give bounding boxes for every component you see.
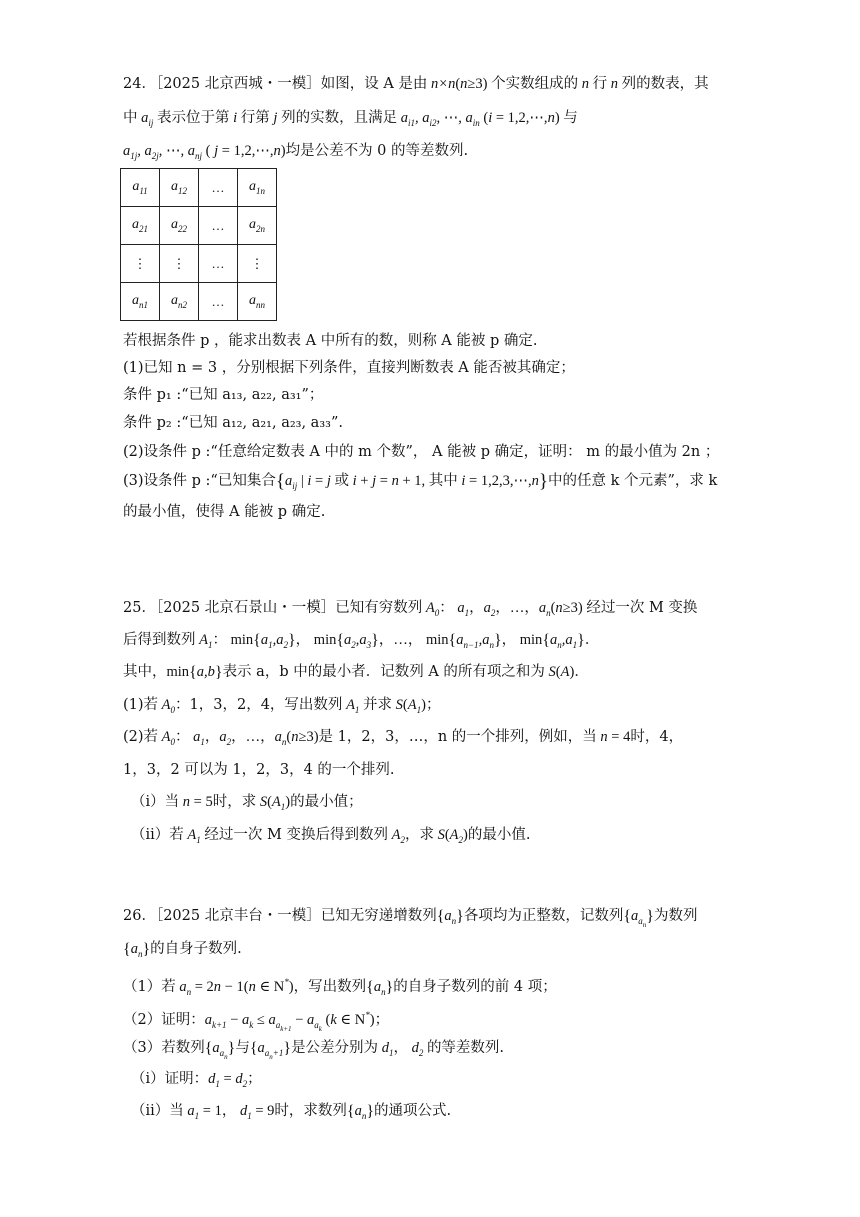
text: （3）若数列 [123,1040,205,1056]
p25-qii: （ii）若 $A_1$ 经过一次 M 变换后得到数列 $A_2$，求 $S(A_2)$的最小值. [131,827,531,845]
text: 的通项公式. [374,1103,452,1119]
p25-q1: (1)若 $A_0$：1，3，2，4，写出数列 $A_1$ 并求 $S(A_1)$； [123,697,441,715]
text: (2)若 [123,729,159,745]
text: 与 [235,1040,250,1056]
text: 经过一次 M 变换后得到数列 [204,827,388,843]
text: 并求 [363,697,393,713]
p25-q2: (2)若 $A_0$： $a_1$，$a_2$，…，$a_n(n\ge 3)$是 1，2，3，…，n 的一个排列，例如，当 n = 4时，4， [123,729,684,747]
text: (1)若 [123,697,159,713]
p24-q3-cont: 的最小值，使得 A 能被 p 确定. [123,504,326,520]
matrix-row [121,245,277,283]
p25-line2: 后得到数列 $A_1$： $\min\{a_1,a_2\}$， $\min\{a_2,a_3\}$，…， $\min\{a_{n-1},a_n\}$， $\min\{a_n,a_1\}$． [123,632,600,650]
text: 行 [592,76,608,92]
text: (3)设条件 p :“已知集合 [123,473,276,489]
p26-heading: 26．［2025 北京丰台・一模］已知无穷递增数列 [123,908,437,924]
text: ：1，3，2，4，写出数列 [175,697,343,713]
text: 后得到数列 [123,632,196,648]
cell: $a_{21}$ [121,207,160,245]
cell: $a_{2n}$ [238,207,277,245]
text: （2）证明： [123,1011,205,1028]
p24-heading: 24．［2025 北京西城・一模］如图，设 A 是由 [123,76,428,92]
cell: $a_{n1}$ [121,283,160,321]
p24-cond1: 条件 p₁ :“已知 a₁₃, a₂₂, a₃₁”； [123,387,324,403]
text: 列的实数，且满足 [281,110,398,126]
matrix-row [121,283,277,321]
cell: … [199,169,238,207]
p25-heading: 25．［2025 北京石景山・一模］已知有穷数列 [123,600,423,616]
text: 各项均为正整数，记数列 [463,908,624,924]
cell: $a_{nn}$ [238,283,277,321]
p26-qii: （ii）当 $a_1 = 1$， $d_1 = 9$时，求数列$\{a_n\}$的通项公式. [131,1103,452,1121]
p25-line1: 25．［2025 北京石景山・一模］已知有穷数列 $A_0$： $a_1$，$a_2$，…，$a_n(n\ge 3)$ 经过一次 M 变换 [123,600,698,618]
text: 是公差分别为 [291,1040,379,1056]
text: （i）证明： [131,1071,209,1087]
text: 个实数组成的 [491,76,579,92]
text: 是 1，2，3，…，n 的一个排列，例如，当 [318,729,597,745]
p24-line2: 中 $a_{ij}$ 表示位于第 i 行第 j 列的实数，且满足 $a_{i1}$, $a_{i2}$, ⋯, $a_{in}$ (i = 1,2,⋯,n) 与 [123,110,578,128]
p24-cond2: 条件 p₂ :“已知 a₁₂, a₂₁, a₂₃, a₃₃”. [123,415,343,431]
text: 经过一次 M 变换 [586,600,698,616]
cell: ⋮ [160,245,199,283]
matrix-row [121,207,277,245]
p26-q1: （1）若 $a_n = 2n - 1(n$ ∈ N*)，写出数列$\{a_n\}$的自身子数列的前 4 项； [123,977,557,997]
text: ，写出数列 [293,978,367,995]
text: 行第 [240,110,270,126]
cell: $a_{12}$ [160,169,199,207]
text: （1）若 [123,978,176,995]
text: 的自身子数列. [150,941,242,957]
text: 为数列 [653,908,698,924]
p24-line3: $a_{1j}$, $a_{2j}$, ⋯, $a_{nj}$ ( j = 1,2,⋯,n)均是公差不为 0 的等差数列. [123,143,469,161]
p26-q3: （3）若数列$\{a_{a_n}\}$与$\{a_{a_n+1}\}$是公差分别为 $d_1$， $d_2$ 的等差数列. [123,1040,505,1061]
text: 的最小值. [467,827,531,843]
p24-q1: (1)已知 n = 3 ，分别根据下列条件，直接判断数表 A 能否被其确定； [123,360,575,376]
text: 表示位于第 [157,110,230,126]
p25-qi: （i）当 n = 5时，求 $S(A_1)$的最小值； [131,794,363,812]
text: ，求 [404,827,434,843]
text: 的最小值； [290,794,363,810]
p24-line1: 24．［2025 北京西城・一模］如图，设 A 是由 n×n(n≥3) 个实数组成的 n 行 n 列的数表，其 [123,76,709,92]
cell: $a_{1n}$ [238,169,277,207]
text: （ii）当 [131,1103,184,1119]
p24-q3: (3)设条件 p :“已知集合{$a_{ij}$ | i = j 或 i + j = n + 1, 其中 i = 1,2,3,⋯,n}中的任意 k 个元素”，求 k [123,471,718,492]
text: （i）当 [131,794,180,810]
p24-def: 若根据条件 p ，能求出数表 A 中所有的数，则称 A 能被 p 确定. [123,333,538,349]
p26-q2: （2）证明：$a_{k+1} - a_k \le a_{a_{k+1}} - a_{a_k}$ (k ∈ N*)； [123,1010,390,1033]
text: 时，4， [630,729,684,745]
text: 中 [123,110,138,126]
p25-line3: 其中，min{a,b}表示 a，b 中的最小者．记数列 A 的所有项之和为 S(A)． [123,664,589,681]
text: 其中， [123,664,167,680]
formula: n×n(n≥3) [427,76,488,92]
matrix-row [121,169,277,207]
text: 的自身子数列的前 4 项； [393,978,557,995]
cell: $a_{22}$ [160,207,199,245]
cell: ⋮ [238,245,277,283]
matrix-table [120,168,277,321]
p26-qi: （i）证明：$d_1 = d_2$； [131,1071,262,1089]
cell: $a_{n2}$ [160,283,199,321]
text: 时，求 [212,794,257,810]
p24-q2: (2)设条件 p :“任意给定数表 A 中的 m 个数”， A 能被 p 确定，证明： m 的最小值为 2n ； [123,444,720,460]
text: （ii）若 [131,827,184,843]
p25-q2-cont: 1，3，2 可以为 1，2，3，4 的一个排列. [123,762,395,778]
text: 表示 a，b 中的最小者．记数列 A 的所有项之和为 [222,664,545,680]
cell: … [199,207,238,245]
cell: $a_{11}$ [121,169,160,207]
cell: … [199,245,238,283]
text: 的等差数列. [426,1040,505,1056]
p26-line1: 26．［2025 北京丰台・一模］已知无穷递增数列$\{a_n\}$各项均为正整数，记数列$\{a_{a_n}\}$为数列 [123,908,698,929]
cell: ⋮ [121,245,160,283]
cell: … [199,283,238,321]
text: 中的任意 k 个元素”，求 k [547,473,718,489]
text: 与 [563,110,578,126]
text: 列的数表，其 [621,76,709,92]
text: 均是公差不为 0 的等差数列. [285,143,469,159]
p26-line2: $\{a_n\}$的自身子数列. [123,941,242,959]
text: 时，求数列 [274,1103,347,1119]
